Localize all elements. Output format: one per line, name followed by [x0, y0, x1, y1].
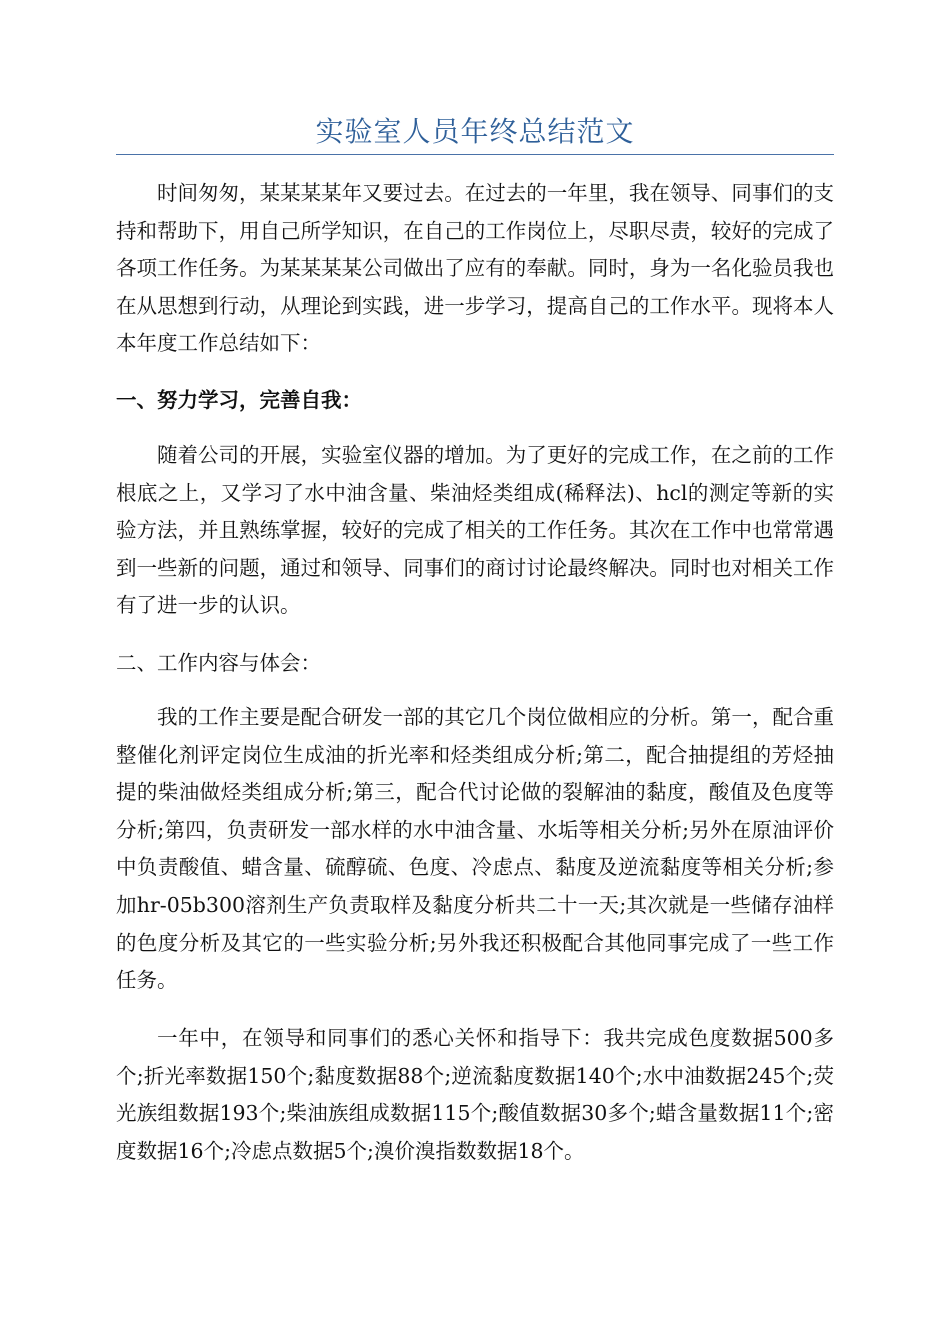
section2-paragraph: 我的工作主要是配合研发一部的其它几个岗位做相应的分析。第一，配合重整催化剂评定岗位生成油的折光率和烃类组成分析;第二，配合抽提组的芳烃抽提的柴油做烃类组成分析;第三，配合代讨论做的裂解油的黏度，酸值及色度等分析;第四，负责研发一部水样的水中油含量、水垢等相关分析;另外在原油评价中负责酸值、蜡含量、硫醇硫、色度、冷虑点、黏度及逆流黏度等相关分析;参加hr-05b300溶剂生产负责取样及黏度分析共二十一天;其次就是一些储存油样的色度分析及其它的一些实验分析;另外我还积极配合其他同事完成了一些工作任务。: [116, 705, 834, 993]
stats-paragraph: 一年中，在领导和同事们的悉心关怀和指导下：我共完成色度数据500多个;折光率数据150个;黏度数据88个;逆流黏度数据140个;水中油数据245个;荧光族组数据193个;柴油族组成数据115个;酸值数据30多个;蜡含量数据11个;密度数据16个;冷虑点数据5个;溴价溴指数数据18个。: [116, 1026, 834, 1163]
title-underline: [116, 154, 834, 155]
document-title: 实验室人员年终总结范文: [315, 115, 635, 148]
section1-paragraph: 随着公司的开展，实验室仪器的增加。为了更好的完成工作，在之前的工作根底之上，又学习了水中油含量、柴油烃类组成(稀释法)、hcl的测定等新的实验方法，并且熟练掌握，较好的完成了相关的工作任务。其次在工作中也常常遇到一些新的问题，通过和领导、同事们的商讨讨论最终解决。同时也对相关工作有了进一步的认识。: [116, 443, 834, 618]
section2-heading: 二、工作内容与体会：: [116, 651, 321, 675]
intro-paragraph: 时间匆匆，某某某某年又要过去。在过去的一年里，我在领导、同事们的支持和帮助下，用自己所学知识，在自己的工作岗位上，尽职尽责，较好的完成了各项工作任务。为某某某某公司做出了应有的奉献。同时，身为一名化验员我也在从思想到行动，从理论到实践，进一步学习，提高自己的工作水平。现将本人本年度工作总结如下：: [116, 181, 834, 356]
section1-heading: 一、努力学习，完善自我：: [116, 388, 362, 412]
